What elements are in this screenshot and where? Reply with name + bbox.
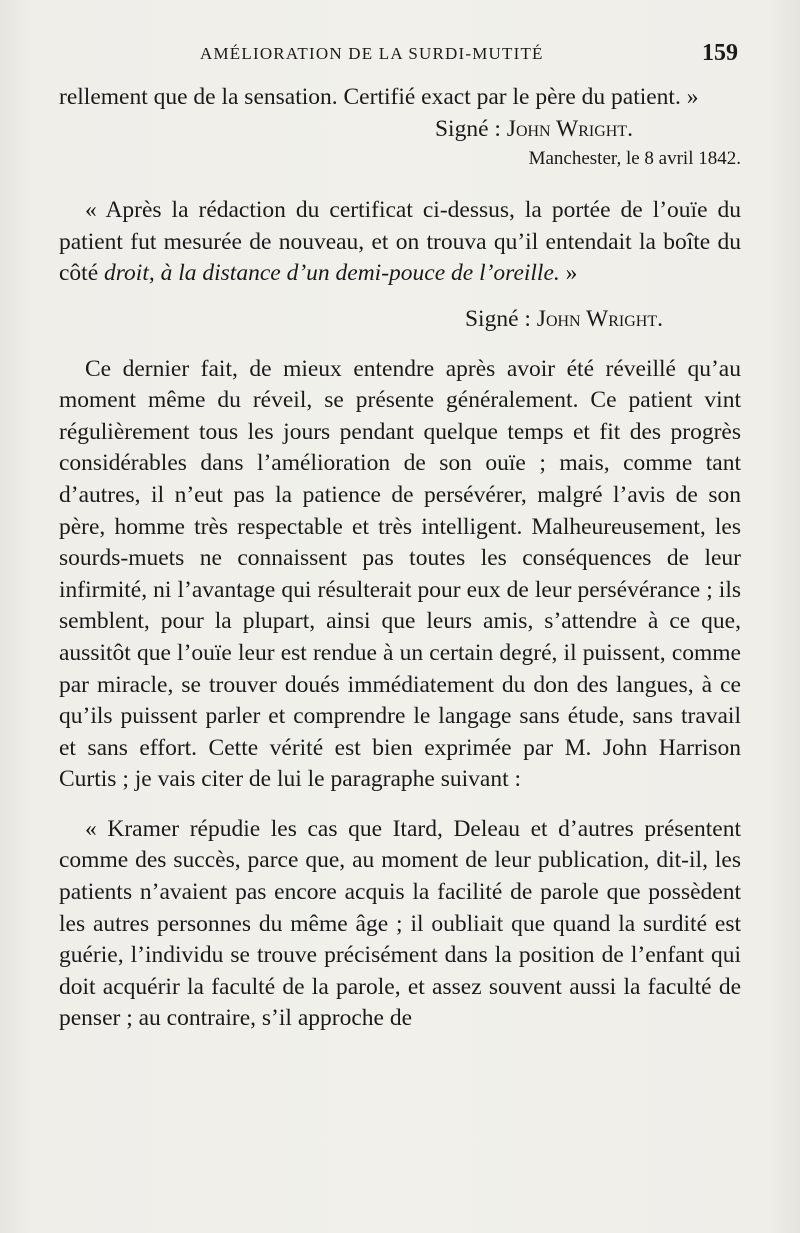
signature-1-prefix: Signé : [434, 115, 507, 142]
signature-1 [59, 114, 633, 146]
signature-2 [59, 304, 663, 336]
signature-1-name: John Wright. [506, 115, 633, 142]
paragraph-certificate-note-start: « Après la rédaction du certificat ci-dessus, la portée de l’ouïe du patient fut mesurée de nouveau, et on trouva qu’il entendait la boîte du côté [59, 197, 741, 287]
signature-1-place: Manchester, le 8 avril 1842. [528, 148, 741, 170]
paragraph-certificate-note-end: » [559, 260, 578, 287]
page-number: 159 [702, 40, 738, 66]
page-text [59, 82, 741, 1035]
running-title: AMÉLIORATION DE LA SURDI-MUTITÉ [200, 44, 544, 63]
paragraph-certificate-note-italic: droit, à la distance d’un demi-pouce de l’oreille. [104, 260, 560, 287]
paragraph-continuation: rellement que de la sensation. Certifié exact par le père du patient. » [59, 84, 699, 110]
paragraph-main: Ce dernier fait, de mieux entendre après avoir été réveillé qu’au moment même du réveil, se présente généralement. Ce patient vint régulièrement tous les jours pendant quelque temps et fit des progrès considérables dans l’amélioration de son ouïe ; mais, comme tant d’autres, il n’eut pas la patience de persévérer, malgré l’avis de son père, homme très respectable et très intelligent. Malheureusement, les sourds-muets ne connaissent pas toutes les conséquences de leur infirmité, ni l’avantage qui résulterait pour eux de leur persévérance ; ils semblent, pour la plupart, ainsi que leurs amis, s’attendre à ce que, aussitôt que l’ouïe leur est rendue à un certain degré, il puissent, comme par miracle, se trouver doués immédiatement du don des langues, à ce qu’ils puissent parler et comprendre le langage sans étude, sans travail et sans effort. Cette vérité est bien exprimée par M. John Harrison Curtis ; je vais citer de lui le paragraphe suivant : [59, 355, 741, 793]
paragraph-quote: « Kramer répudie les cas que Itard, Deleau et d’autres présentent comme des succès, parce que, au moment de leur publication, dit-il, les patients n’avaient pas encore acquis la facilité de parole que possèdent les autres personnes du même âge ; il oubliait que quand la surdité est guérie, l’individu se trouve précisément dans la position de l’enfant qui doit acquérir la faculté de la parole, et assez souvent aussi la faculté de penser ; au contraire, s’il approche de [59, 815, 741, 1032]
paragraph-certificate-note [59, 195, 741, 290]
page-header [60, 40, 740, 74]
signature-2-name: John Wright. [536, 305, 663, 332]
signature-2-prefix: Signé : [464, 305, 537, 332]
